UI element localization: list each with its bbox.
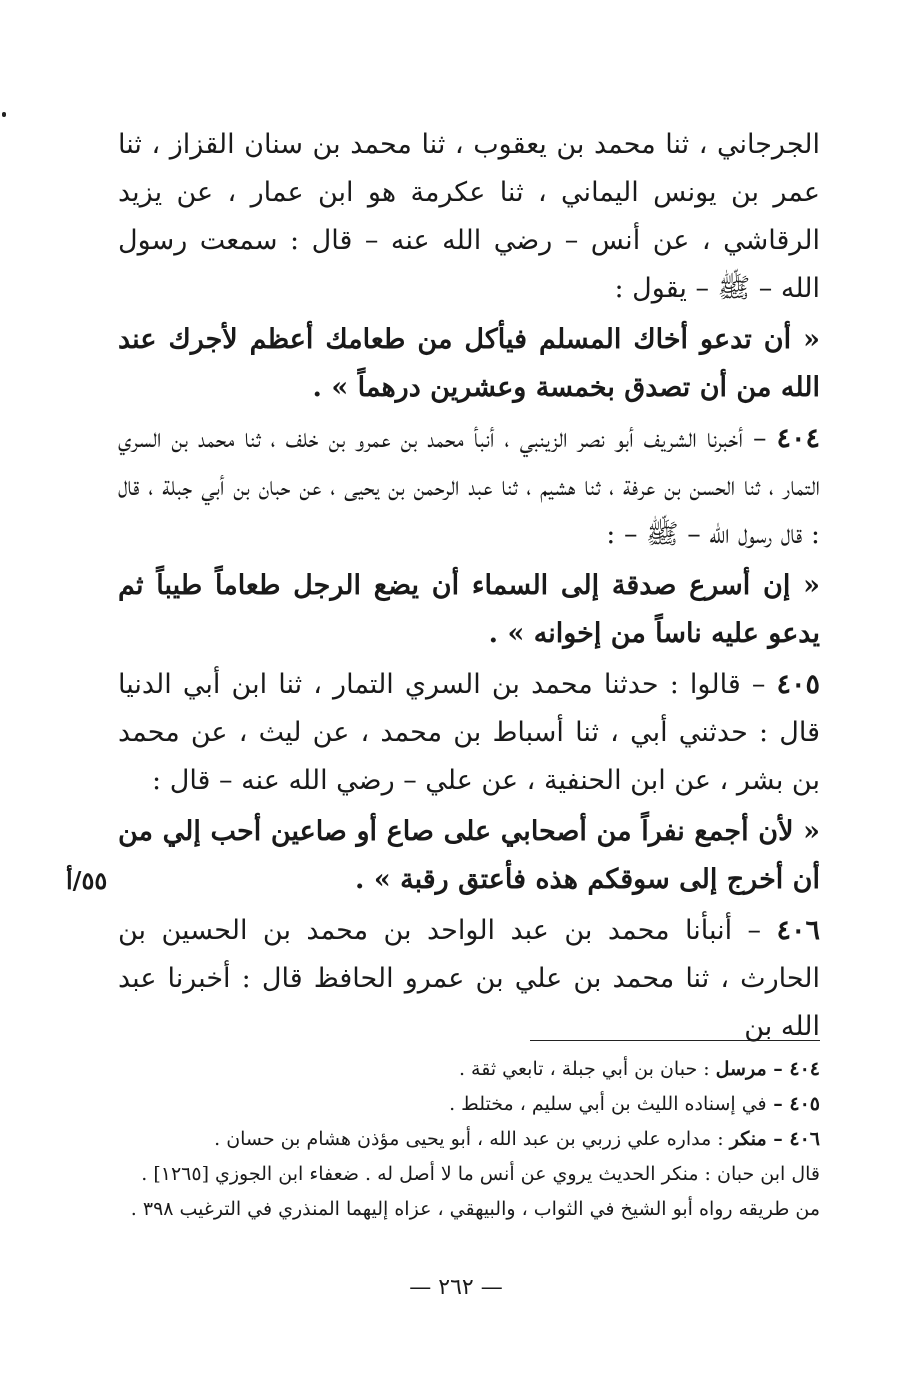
narration-404 <box>118 415 820 559</box>
footnote-405 <box>110 1087 820 1122</box>
hadith-quote-405: « لأن أجمع نفراً من أصحابي على صاع أو صاعين أحب إلي من أن أخرج إلى سوقكم هذه فأعتق رقبة » . <box>118 816 820 895</box>
footnote-406 <box>110 1122 820 1157</box>
narration-404-text: – أخبرنا الشريف أبو نصر الزينبي ، أنبأ محمد بن عمرو بن خلف ، ثنا محمد بن السري التمار ، ثنا الحسن بن عرفة ، ثنا هشيم ، ثنا عبد الرحمن بن يحيى ، عن حبان بن أبي جبلة ، قال : قال رسول الله – ﷺ – : <box>118 423 820 550</box>
narration-405-text: – قالوا : حدثنا محمد بن السري التمار ، ثنا ابن أبي الدنيا قال : حدثني أبي ، ثنا أسباط بن محمد ، عن ليث ، عن محمد بن بشر ، عن ابن الحنفية ، عن علي – رضي الله عنه – قال : <box>118 669 820 796</box>
manuscript-folio-marker: ٥٥/أ <box>66 866 108 895</box>
hadith-quote-403: « أن تدعو أخاك المسلم فيأكل من طعامك أعظم لأجرك عند الله من أن تصدق بخمسة وعشرين درهماً » . <box>118 324 820 403</box>
footnote-divider <box>530 1040 820 1041</box>
narration-406 <box>118 907 820 1051</box>
footnotes <box>110 1052 820 1227</box>
footnote-406-text: : مداره علي زربي بن عبد الله ، أبو يحيى مؤذن هشام بن حسان . <box>214 1128 730 1150</box>
page-number: — ٢٦٢ — <box>409 1275 503 1300</box>
footnote-404-label: ٤٠٤ – مرسل <box>715 1058 820 1080</box>
ink-speck <box>2 112 6 117</box>
entry-number-406: ٤٠٦ <box>776 915 820 946</box>
footnote-406-source: من طريقه رواه أبو الشيخ في الثواب ، والبيهقي ، عزاه إليهما المنذري في الترغيب ٣٩٨ . <box>130 1198 820 1220</box>
main-text <box>118 121 820 1054</box>
narration-406-text: – أنبأنا محمد بن عبد الواحد بن محمد بن الحسين بن الحارث ، ثنا محمد بن علي بن عمرو الحافظ قال : أخبرنا عبد الله بن <box>118 915 820 1042</box>
footnote-404-text: : حبان بن أبي جبلة ، تابعي ثقة . <box>458 1058 716 1080</box>
footnote-405-label: ٤٠٥ – <box>766 1093 820 1115</box>
footnote-406-label: ٤٠٦ – منكر <box>729 1128 820 1150</box>
hadith-quote-404: « إن أسرع صدقة إلى السماء أن يضع الرجل طعاماً طيباً ثم يدعو عليه ناساً من إخوانه » . <box>118 570 820 649</box>
footnote-404 <box>110 1052 820 1087</box>
paragraph-continuation: الجرجاني ، ثنا محمد بن يعقوب ، ثنا محمد بن سنان القزاز ، ثنا عمر بن يونس اليماني ، ثنا عكرمة هو ابن عمار ، عن يزيد الرقاشي ، عن أنس – رضي الله عنه – قال : سمعت رسول الله – ﷺ – يقول : <box>118 129 820 304</box>
footnote-406-continued: قال ابن حبان : منكر الحديث يروي عن أنس ما لا أصل له . ضعفاء ابن الجوزي [١٢٦٥] . <box>141 1163 820 1185</box>
narration-405 <box>118 661 820 805</box>
footnote-405-text: في إسناده الليث بن أبي سليم ، مختلط . <box>449 1093 767 1115</box>
entry-number-404: ٤٠٤ <box>776 423 820 454</box>
entry-number-405: ٤٠٥ <box>776 669 820 700</box>
